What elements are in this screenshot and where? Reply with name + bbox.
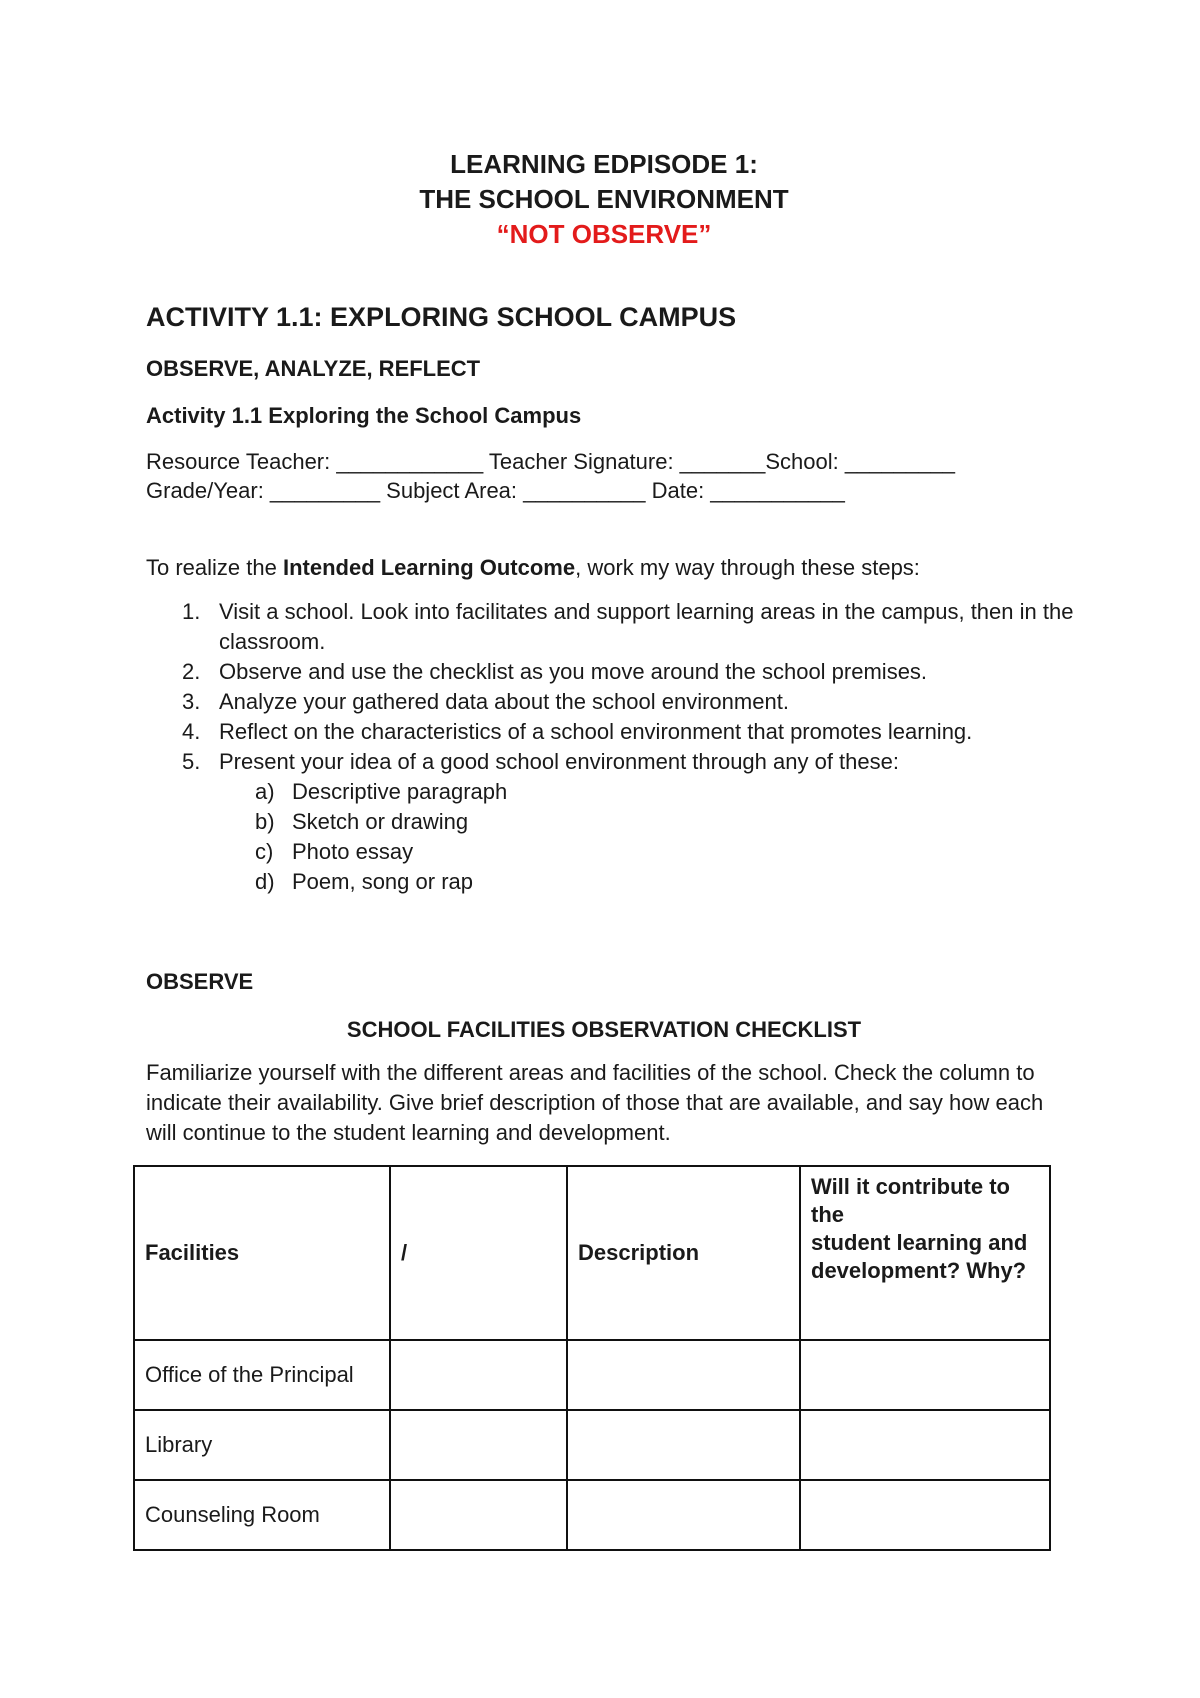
step-text: Present your idea of a good school environment through any of these:	[219, 749, 899, 774]
header-contribute-line-2: student learning and	[811, 1230, 1028, 1255]
list-item	[146, 717, 1076, 747]
step-number: 1.	[182, 599, 201, 624]
list-item	[146, 597, 1076, 657]
check-cell[interactable]	[390, 1480, 567, 1550]
form-line-1: Resource Teacher: ____________ Teacher Signature: _______School: _________	[146, 449, 955, 474]
sub-step-letter: c)	[255, 839, 274, 864]
intro-after: , work my way through these steps:	[575, 555, 920, 580]
header-contribute-line-1: Will it contribute to the	[811, 1174, 1010, 1227]
list-item	[146, 747, 1076, 777]
title-line-1: LEARNING EDPISODE 1:	[450, 149, 758, 179]
table-row	[134, 1340, 1050, 1410]
header-contribute-line-3: development? Why?	[811, 1258, 1027, 1283]
step-text: Reflect on the characteristics of a school environment that promotes learning.	[219, 719, 973, 744]
sub-step-letter: b)	[255, 809, 275, 834]
header-description: Description	[567, 1166, 800, 1340]
contribute-cell[interactable]	[800, 1480, 1050, 1550]
table-header-row	[134, 1166, 1050, 1340]
check-cell[interactable]	[390, 1340, 567, 1410]
step-number: 4.	[182, 719, 201, 744]
checklist-intro: Familiarize yourself with the different areas and facilities of the school. Check the column to indicate their availability. Give brief description of those that are available, and say how each will continue to the student learning and development.	[146, 1060, 1044, 1145]
activity-title: Activity 1.1 Exploring the School Campus	[146, 403, 582, 428]
step-text: Visit a school. Look into facilitates and support learning areas in the campus, then in the classroom.	[219, 599, 1074, 654]
table-row	[134, 1480, 1050, 1550]
sub-step-text: Sketch or drawing	[292, 809, 469, 834]
activity-heading: ACTIVITY 1.1: EXPLORING SCHOOL CAMPUS	[146, 302, 737, 332]
step-number: 5.	[182, 749, 201, 774]
table-row	[134, 1410, 1050, 1480]
header-facilities: Facilities	[134, 1166, 390, 1340]
description-cell[interactable]	[567, 1480, 800, 1550]
contribute-cell[interactable]	[800, 1340, 1050, 1410]
sub-step-letter: d)	[255, 869, 275, 894]
step-text: Observe and use the checklist as you move around the school premises.	[219, 659, 928, 684]
sub-list-item	[146, 807, 1076, 837]
document-title	[0, 147, 1200, 252]
sub-list-item	[146, 867, 1076, 897]
header-contribute	[800, 1166, 1050, 1340]
form-line-2: Grade/Year: _________ Subject Area: __________ Date: ___________	[146, 478, 845, 503]
contribute-cell[interactable]	[800, 1410, 1050, 1480]
sub-step-text: Poem, song or rap	[292, 869, 473, 894]
observe-heading: OBSERVE	[146, 969, 254, 994]
steps-list	[146, 597, 1076, 897]
sub-step-text: Photo essay	[292, 839, 414, 864]
step-number: 2.	[182, 659, 201, 684]
step-number: 3.	[182, 689, 201, 714]
facility-cell: Library	[134, 1410, 390, 1480]
facilities-checklist-table	[133, 1165, 1051, 1551]
checklist-heading: SCHOOL FACILITIES OBSERVATION CHECKLIST	[346, 1017, 862, 1042]
subheading: OBSERVE, ANALYZE, REFLECT	[146, 356, 481, 381]
header-check: /	[390, 1166, 567, 1340]
list-item	[146, 657, 1076, 687]
title-line-2: THE SCHOOL ENVIRONMENT	[419, 184, 789, 214]
sub-step-letter: a)	[255, 779, 275, 804]
sub-list-item	[146, 777, 1076, 807]
facility-cell: Office of the Principal	[134, 1340, 390, 1410]
step-text: Analyze your gathered data about the school environment.	[219, 689, 789, 714]
list-item	[146, 687, 1076, 717]
check-cell[interactable]	[390, 1410, 567, 1480]
sub-step-text: Descriptive paragraph	[292, 779, 508, 804]
sub-list-item	[146, 837, 1076, 867]
intro-sentence	[146, 555, 920, 581]
intro-bold: Intended Learning Outcome	[282, 555, 576, 580]
description-cell[interactable]	[567, 1340, 800, 1410]
description-cell[interactable]	[567, 1410, 800, 1480]
facility-cell: Counseling Room	[134, 1480, 390, 1550]
title-line-3: “NOT OBSERVE”	[496, 219, 712, 249]
intro-before: To realize the	[146, 555, 283, 580]
